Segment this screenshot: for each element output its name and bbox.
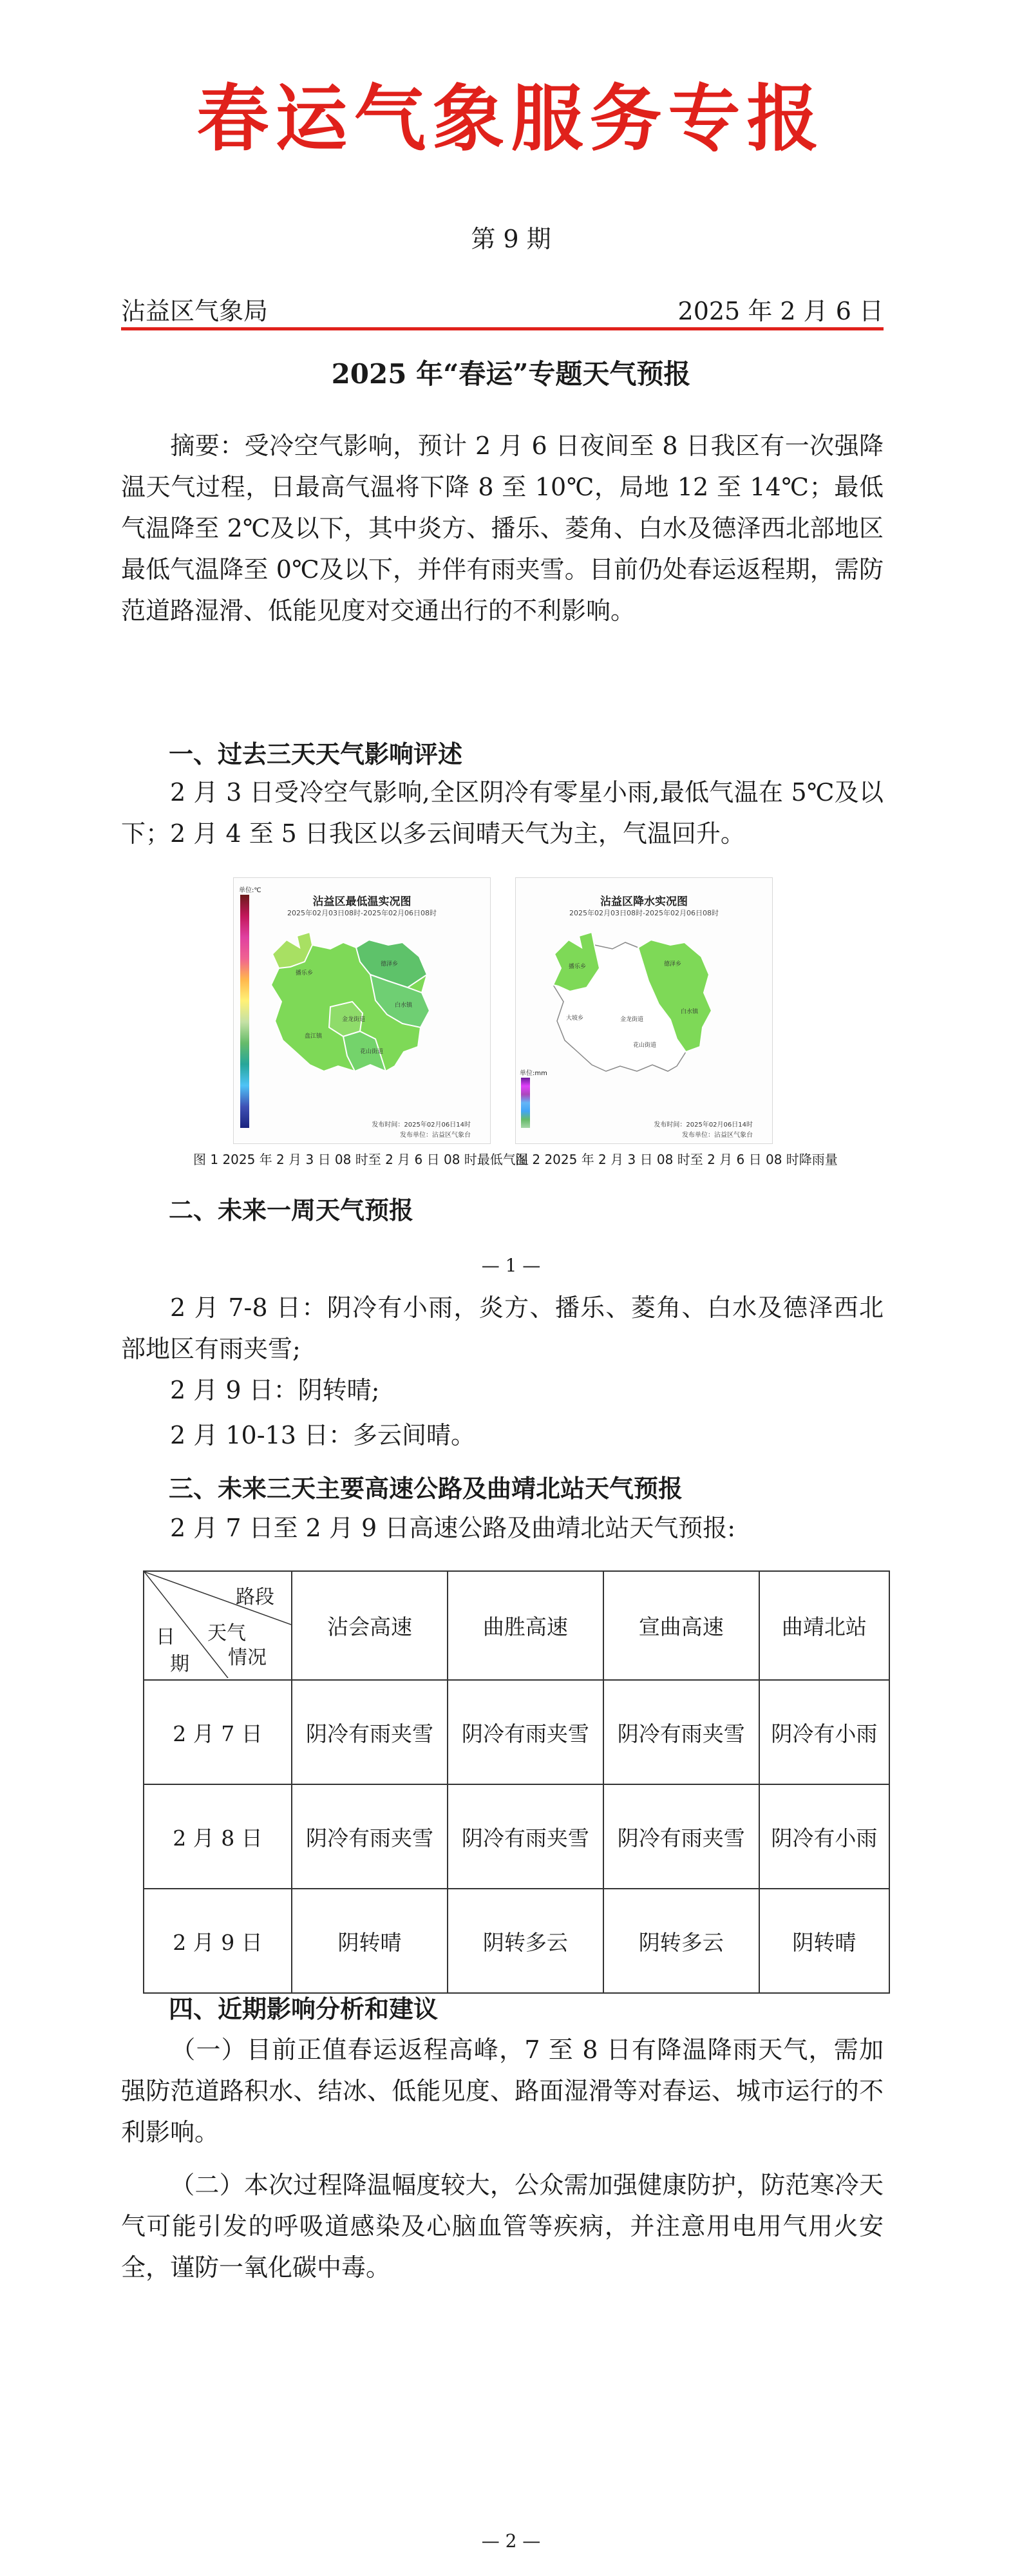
section3-intro-text: 2 月 7 日至 2 月 9 日高速公路及曲靖北站天气预报: bbox=[170, 1514, 736, 1542]
column-header-qusheng: 曲胜高速 bbox=[448, 1571, 603, 1680]
forecast-item-3-text: 2 月 10-13 日：多云间晴。 bbox=[170, 1421, 475, 1449]
fig1-map-title: 沾益区最低温实况图 bbox=[312, 895, 412, 908]
fig2-label-baishui: 白水镇 bbox=[681, 1009, 699, 1015]
issue-date: 2025 年 2 月 6 日 bbox=[677, 297, 884, 325]
column-header-zhanhui: 沾会高速 bbox=[292, 1571, 448, 1680]
column-header-xuanqu: 宣曲高速 bbox=[603, 1571, 759, 1680]
fig2-label-huashan: 花山街道 bbox=[633, 1042, 657, 1049]
forecast-item-1 bbox=[121, 1287, 884, 1369]
section1-text: 2 月 3 日受冷空气影响,全区阴冷有零星小雨,最低气温在 5℃及以下；2 月 4 至 5 日我区以多云间晴天气为主，气温回升。 bbox=[121, 778, 884, 848]
corner-condition-label: 情况 bbox=[228, 1646, 267, 1669]
table-cell: 阴转多云 bbox=[448, 1889, 603, 1993]
table-row bbox=[144, 1680, 889, 1784]
advice-paragraph-1 bbox=[121, 2029, 884, 2153]
fig1-label-huashan: 花山街道 bbox=[360, 1049, 384, 1055]
forecast-item-2 bbox=[121, 1369, 884, 1411]
fig1-foot-unit: 发布单位：沾益区气象台 bbox=[400, 1132, 471, 1139]
table-cell: 阴冷有雨夹雪 bbox=[292, 1680, 448, 1784]
fig2-label-jinlong: 金龙街道 bbox=[620, 1016, 644, 1023]
document-title: 2025 年“春运”专题天气预报 bbox=[331, 358, 691, 390]
road-forecast-table bbox=[143, 1570, 890, 1994]
advice-paragraph-2-text: （二）本次过程降温幅度较大，公众需加强健康防护，防范寒冷天气可能引发的呼吸道感染及心脑血管等疾病，并注意用电用气用火安全，谨防一氧化碳中毒。 bbox=[121, 2171, 884, 2282]
fig1-label-deze: 德泽乡 bbox=[381, 961, 399, 968]
fig2-legend-unit: 单位:mm bbox=[520, 1070, 547, 1077]
precipitation-map bbox=[515, 877, 773, 1144]
fig1-label-baishui: 白水镇 bbox=[395, 1002, 413, 1009]
table-cell: 阴冷有雨夹雪 bbox=[603, 1680, 759, 1784]
advice-paragraph-1-text: （一）目前正值春运返程高峰，7 至 8 日有降温降雨天气，需加强防范道路积水、结冰、低能见度、路面湿滑等对春运、城市运行的不利影响。 bbox=[121, 2036, 884, 2146]
table-cell: 阴冷有雨夹雪 bbox=[448, 1784, 603, 1889]
fig2-label-dapo: 大坡乡 bbox=[566, 1015, 584, 1022]
section1-heading: 一、过去三天天气影响评述 bbox=[169, 740, 463, 768]
fig1-label-panjiang: 盘江镇 bbox=[305, 1033, 323, 1040]
table-cell: 阴冷有雨夹雪 bbox=[448, 1680, 603, 1784]
forecast-item-3 bbox=[121, 1415, 884, 1456]
row-date: 2 月 8 日 bbox=[144, 1784, 292, 1889]
agency-name: 沾益区气象局 bbox=[121, 297, 269, 325]
corner-date-label: 日 bbox=[156, 1626, 175, 1648]
fig2-foot-unit: 发布单位：沾益区气象台 bbox=[682, 1132, 753, 1139]
table-cell: 阴冷有小雨 bbox=[759, 1784, 889, 1889]
column-header-qujing-north: 曲靖北站 bbox=[759, 1571, 889, 1680]
table-cell: 阴冷有雨夹雪 bbox=[603, 1784, 759, 1889]
table-row bbox=[144, 1889, 889, 1993]
min-temperature-map bbox=[233, 877, 491, 1144]
table-cell: 阴冷有雨夹雪 bbox=[292, 1784, 448, 1889]
corner-road-label: 路段 bbox=[236, 1586, 274, 1608]
fig2-label-deze: 德泽乡 bbox=[664, 961, 682, 968]
fig1-map-shape bbox=[234, 878, 490, 1143]
section2-heading: 二、未来一周天气预报 bbox=[169, 1196, 414, 1225]
fig2-map-title: 沾益区降水实况图 bbox=[600, 895, 688, 908]
fig1-legend-unit: 单位:℃ bbox=[239, 887, 261, 894]
corner-weather-label: 天气 bbox=[207, 1622, 246, 1645]
fig1-caption: 图 1 2025 年 2 月 3 日 08 时至 2 月 6 日 08 时最低气温 bbox=[193, 1152, 529, 1167]
issue-number: 第 9 期 bbox=[471, 225, 551, 253]
fig1-label-bole: 播乐乡 bbox=[296, 970, 314, 977]
forecast-item-1-text: 2 月 7-8 日：阴冷有小雨，炎方、播乐、菱角、白水及德泽西北部地区有雨夹雪; bbox=[121, 1293, 884, 1363]
section3-heading: 三、未来三天主要高速公路及曲靖北站天气预报 bbox=[169, 1474, 683, 1503]
fig2-map-subtitle: 2025年02月03日08时-2025年02月06日08时 bbox=[569, 909, 719, 917]
header-divider bbox=[121, 327, 884, 330]
row-date: 2 月 9 日 bbox=[144, 1889, 292, 1993]
fig2-map-shape bbox=[516, 878, 772, 1143]
section3-intro bbox=[121, 1507, 884, 1549]
fig2-foot-time: 发布时间：2025年02月06日14时 bbox=[654, 1121, 753, 1129]
fig2-label-bole: 播乐乡 bbox=[569, 964, 587, 970]
section4-heading: 四、近期影响分析和建议 bbox=[169, 1995, 439, 2023]
page2-number: — 2 — bbox=[481, 2530, 541, 2552]
row-date: 2 月 7 日 bbox=[144, 1680, 292, 1784]
table-cell: 阴转晴 bbox=[759, 1889, 889, 1993]
fig1-map-subtitle: 2025年02月03日08时-2025年02月06日08时 bbox=[287, 909, 437, 917]
corner-period-label: 期 bbox=[170, 1653, 189, 1675]
summary-paragraph bbox=[121, 425, 884, 631]
forecast-item-2-text: 2 月 9 日：阴转晴; bbox=[170, 1376, 380, 1404]
fig1-foot-time: 发布时间：2025年02月06日14时 bbox=[372, 1121, 471, 1129]
table-cell: 阴转多云 bbox=[603, 1889, 759, 1993]
fig2-caption: 图 2 2025 年 2 月 3 日 08 时至 2 月 6 日 08 时降雨量 bbox=[515, 1152, 838, 1167]
report-banner: 春运气象服务专报 bbox=[196, 77, 826, 161]
table-cell: 阴转晴 bbox=[292, 1889, 448, 1993]
summary-text: 摘要：受冷空气影响，预计 2 月 6 日夜间至 8 日我区有一次强降温天气过程，日最高气温将下降 8 至 10℃，局地 12 至 14℃；最低气温降至 2℃及以下，其中炎方、播乐、菱角、白水及德泽西北部地区最低气温降至 0℃及以下，并伴有雨夹雪。目前仍处春运返程期，需防范道路湿滑、低能见度对交通出行的不利影响。 bbox=[121, 432, 884, 625]
table-row bbox=[144, 1784, 889, 1889]
page1-number: — 1 — bbox=[481, 1255, 541, 1276]
advice-paragraph-2 bbox=[121, 2164, 884, 2288]
section1-paragraph bbox=[121, 772, 884, 854]
table-header-row bbox=[144, 1571, 889, 1680]
table-corner-cell bbox=[144, 1571, 292, 1680]
fig1-label-jinlong: 金龙街道 bbox=[342, 1016, 366, 1023]
table-cell: 阴冷有小雨 bbox=[759, 1680, 889, 1784]
